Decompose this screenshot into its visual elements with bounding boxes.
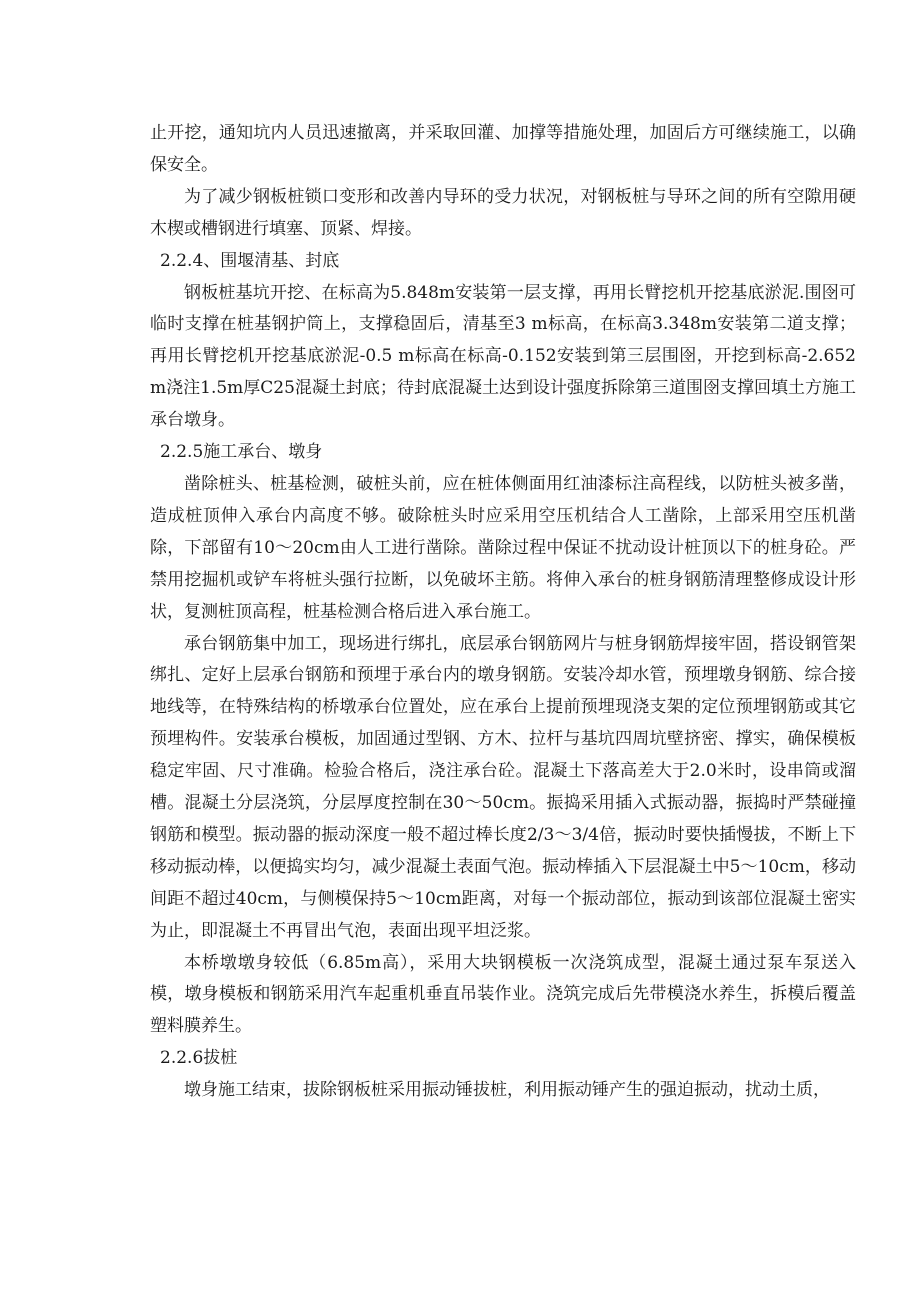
paragraph-pile-extraction: 墩身施工结束，拔除钢板桩采用振动锤拔桩，利用振动锤产生的强迫振动，扰动土质，: [184, 1080, 830, 1101]
paragraph-excavation: 钢板桩基坑开挖、在标高为5.848m安装第一层支撑，再用长臂挖机开挖基底淤泥.围囹可临时支撑在桩基钢护筒上，支撑稳固后，清基至3 m标高，在标高3.348m安装第二道支撑；再用长臂挖机开挖基底淤泥-0.5 m标高在标高-0.152安装到第三层围囹，开挖到标高-2.652m浇注1.5m厚C25混凝土封底；待封底混凝土达到设计强度拆除第三道围囹支撑回填土方施工承台墩身。: [150, 282, 856, 431]
document-body: [150, 118, 856, 1107]
paragraph-pile-head: 凿除桩头、桩基检测，破桩头前，应在桩体侧面用红油漆标注高程线，以防桩头被多凿，造成桩顶伸入承台内高度不够。破除桩头时应采用空压机结合人工凿除，上部采用空压机凿除，下部留有10～20cm由人工进行凿除。凿除过程中保证不扰动设计桩顶以下的桩身砼。严禁用挖掘机或铲车将桩头强行拉断，以免破坏主筋。将伸入承台的桩身钢筋清理整修成设计形状，复测桩顶高程，桩基检测合格后进入承台施工。: [150, 473, 856, 622]
paragraph-gap-filling: 为了减少钢板桩锁口变形和改善内导环的受力状况，对钢板桩与导环之间的所有空隙用硬木楔或槽钢进行填塞、顶紧、焊接。: [150, 186, 856, 239]
section-heading-2-2-4: 2.2.4、围堰清基、封底: [160, 250, 340, 271]
section-heading-2-2-6: 2.2.6拔桩: [160, 1048, 238, 1069]
section-heading-2-2-5: 2.2.5施工承台、墩身: [160, 442, 323, 463]
paragraph-cap-rebar: 承台钢筋集中加工，现场进行绑扎，底层承台钢筋网片与桩身钢筋焊接牢固，搭设钢管架绑扎、定好上层承台钢筋和预埋于承台内的墩身钢筋。安装冷却水管，预埋墩身钢筋、综合接地线等，在特殊结构的桥墩承台位置处，应在承台上提前预埋现浇支架的定位预埋钢筋或其它预埋构件。安装承台模板，加固通过型钢、方木、拉杆与基坑四周坑壁挤密、撑实，确保模板稳定牢固、尺寸准确。检验合格后，浇注承台砼。混凝土下落高差大于2.0米时，设串筒或溜槽。混凝土分层浇筑，分层厚度控制在30～50cm。振捣采用插入式振动器，振捣时严禁碰撞钢筋和模型。振动器的振动深度一般不超过棒长度2/3～3/4倍，振动时要快插慢拔，不断上下移动振动棒，以便捣实均匀，减少混凝土表面气泡。振动棒插入下层混凝土中5～10cm，移动间距不超过40cm，与侧模保持5～10cm距离，对每一个振动部位，振动到该部位混凝土密实为止，即混凝土不再冒出气泡，表面出现平坦泛浆。: [150, 633, 856, 941]
paragraph-pier-body: 本桥墩墩身较低（6.85m高），采用大块钢模板一次浇筑成型，混凝土通过泵车泵送入模，墩身模板和钢筋采用汽车起重机垂直吊装作业。浇筑完成后先带模浇水养生，拆模后覆盖塑料膜养生。: [150, 952, 856, 1037]
paragraph-continued: 止开挖，通知坑内人员迅速撤离，并采取回灌、加撑等措施处理，加固后方可继续施工，以确保安全。: [150, 123, 856, 175]
